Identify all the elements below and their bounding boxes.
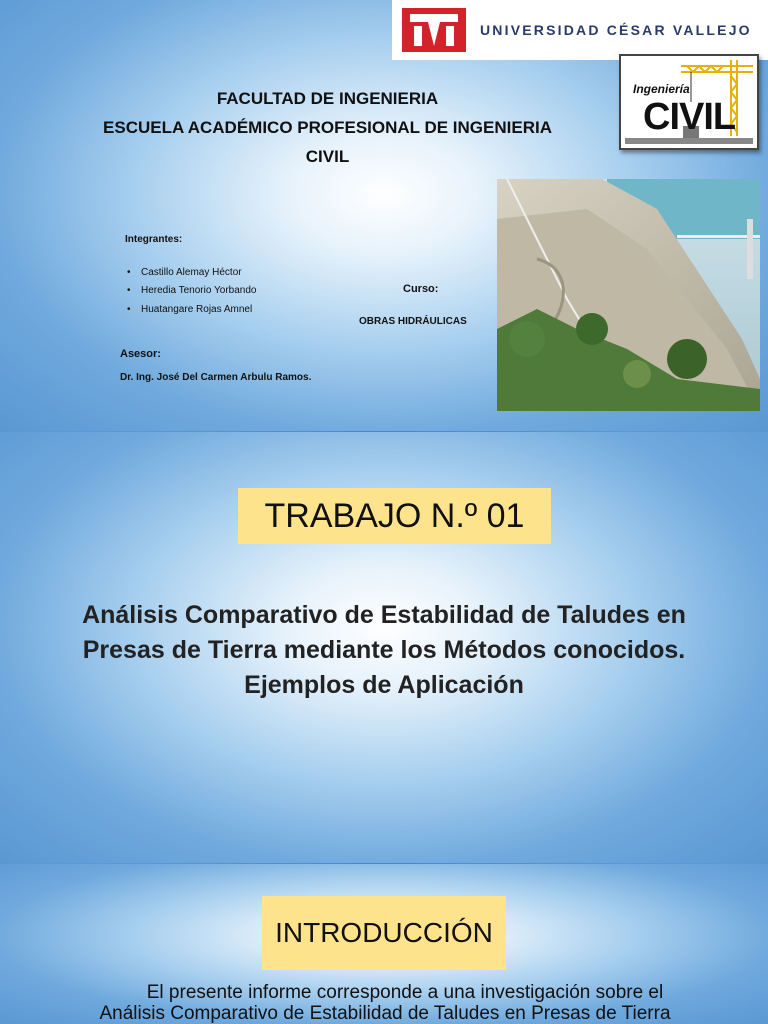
- school-heading: ESCUELA ACADÉMICO PROFESIONAL DE INGENIERIA: [103, 118, 552, 137]
- advisor-name: Dr. Ing. José Del Carmen Arbulu Ramos.: [120, 372, 312, 383]
- slide-introduction: [0, 864, 768, 1024]
- course-name: OBRAS HIDRÁULICAS: [359, 316, 467, 327]
- body-line: El presente informe corresponde a una investigación sobre el: [146, 982, 664, 1003]
- intro-title: INTRODUCCIÓN: [275, 917, 493, 948]
- slide-cover: [0, 0, 768, 432]
- body-line: Análisis Comparativo de Estabilidad de Taludes en Presas de Tierra: [99, 1003, 671, 1024]
- intro-body: [40, 982, 730, 1024]
- work-title: TRABAJO N.º 01: [264, 496, 525, 535]
- course-label: Curso:: [403, 283, 439, 295]
- member-item: • Heredia Tenorio Yorbando: [127, 285, 257, 296]
- subtitle-line: Análisis Comparativo de Estabilidad de Taludes en: [82, 601, 686, 629]
- civil-engineering-badge: [619, 54, 759, 150]
- advisor-label: Asesor:: [120, 348, 161, 360]
- member-name: Castillo Alemay Héctor: [141, 267, 242, 278]
- university-name: UNIVERSIDAD CÉSAR VALLEJO: [480, 22, 752, 38]
- intro-title-box: [262, 896, 506, 970]
- university-logo: [392, 0, 768, 60]
- dam-photo: [497, 179, 760, 411]
- member-name: Heredia Tenorio Yorbando: [141, 285, 257, 296]
- members-label: Integrantes:: [125, 234, 183, 245]
- title-box: [238, 488, 551, 544]
- ucv-logo-icon: [402, 8, 466, 52]
- subtitle-line: Ejemplos de Aplicación: [244, 671, 524, 699]
- member-name: Huatangare Rojas Amnel: [141, 304, 253, 315]
- slide-title: [0, 432, 768, 864]
- faculty-heading: FACULTAD DE INGENIERIA: [216, 89, 439, 108]
- member-item: • Huatangare Rojas Amnel: [127, 304, 253, 315]
- work-subtitle: [30, 598, 738, 703]
- badge-line1: Ingeniería: [633, 82, 690, 96]
- member-item: • Castillo Alemay Héctor: [127, 267, 242, 278]
- badge-line2: CIVIL: [643, 96, 736, 138]
- subtitle-line: Presas de Tierra mediante los Métodos conocidos.: [82, 636, 686, 664]
- career-heading: CIVIL: [305, 147, 350, 166]
